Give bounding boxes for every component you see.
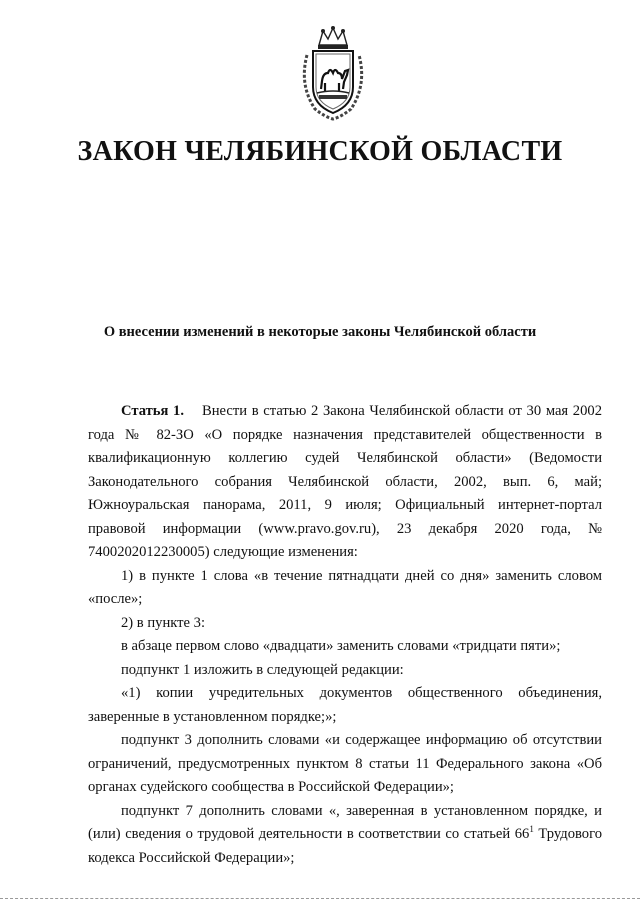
paragraph-7: [88, 800, 602, 871]
paragraph-1: 1) в пункте 1 слова «в течение пятнадцати дней со дня» заменить словом «после»;: [88, 567, 602, 607]
article-1-intro: [88, 400, 602, 565]
law-title: ЗАКОН ЧЕЛЯБИНСКОЙ ОБЛАСТИ: [77, 136, 563, 167]
coat-of-arms-emblem: [295, 25, 371, 121]
paragraph-2: 2) в пункте 3:: [121, 614, 206, 631]
article-1-body: [88, 400, 602, 870]
law-subtitle: О внесении изменений в некоторые законы Челябинской области: [103, 324, 537, 340]
paragraph-7-text: подпункт 7 дополнить словами «, заверенная в установленном порядке, и (или) сведения о трудовой деятельности в соответствии со статьей 66: [88, 802, 602, 842]
page-bottom-rule: [0, 898, 640, 899]
paragraph-6: подпункт 3 дополнить словами «и содержащее информацию об отсутствии ограничений, предусмотренных пунктом 8 статьи 11 Федерального закона «Об органах судейского сообщества в Российской Федерации»;: [88, 732, 602, 795]
article-1-label: Статья 1.: [121, 403, 185, 419]
paragraph-5: «1) копии учредительных документов общественного объединения, заверенные в установленном порядке;»;: [88, 685, 602, 725]
article-superscript: 1: [529, 824, 534, 835]
paragraph-3: в абзаце первом слово «двадцати» заменить словами «тридцати пяти»;: [121, 638, 561, 654]
paragraph-4: подпункт 1 изложить в следующей редакции:: [121, 661, 404, 678]
article-1-intro-text: Внести в статью 2 Закона Челябинской области от 30 мая 2002 года № 82-ЗО «О порядке назначения представителей общественности в квалификационную коллегию судей Челябинской области» (Ведомости Законодательного собрания Челябинской области, 2002, вып. 6, май; Южноуральская панорама, 2011, 9 июля; Официальный интернет-портал правовой информации (www.pravo.gov.ru), 23 декабря 2020 года, № 7400202012230005) следующие изменения:: [88, 403, 602, 560]
paragraph-7-tail: Трудового кодекса Российской Федерации»;: [88, 826, 602, 866]
